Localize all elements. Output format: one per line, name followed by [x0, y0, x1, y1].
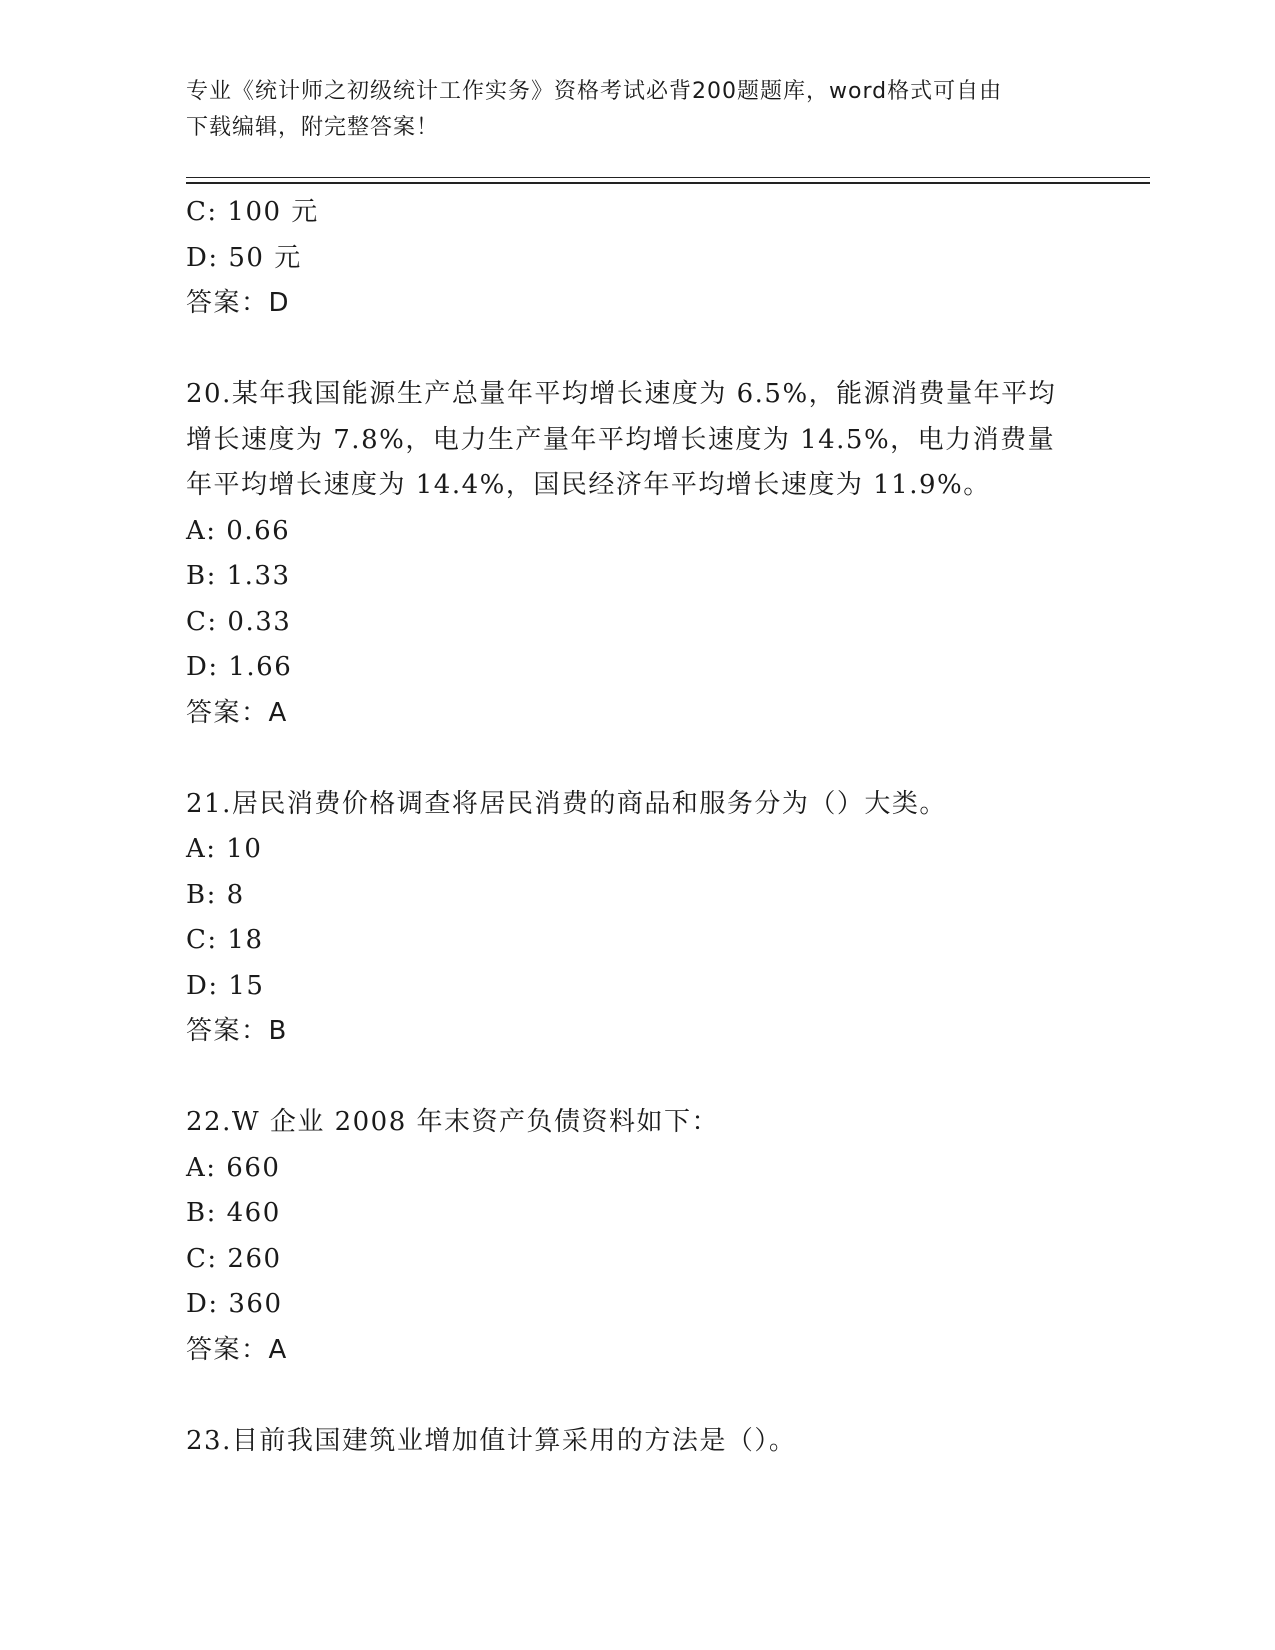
- question-block: [186, 1100, 1086, 1373]
- question-text: 20.某年我国能源生产总量年平均增长速度为 6.5%，能源消费量年平均: [186, 379, 1057, 409]
- option-line: D: 50 元: [186, 242, 302, 273]
- answer-line: 答案：A: [186, 1334, 288, 1365]
- question-block: [186, 372, 1086, 736]
- option-line: A: 0.66: [186, 515, 291, 546]
- header-line-1: 专业《统计师之初级统计工作实务》资格考试必背200题题库，word格式可自由: [186, 79, 1003, 104]
- spacer: [186, 736, 1086, 782]
- option-line: C: 100 元: [186, 197, 319, 227]
- option-line: D: 1.66: [186, 652, 293, 682]
- question-block: [186, 782, 1086, 1055]
- question-list: [186, 190, 1086, 1464]
- option-line: B: 460: [186, 1198, 281, 1228]
- option-line: A: 10: [186, 834, 263, 864]
- option-line: C: 260: [186, 1243, 282, 1274]
- option-line: C: 0.33: [186, 606, 292, 637]
- option-line: D: 360: [186, 1289, 283, 1319]
- option-line: C: 18: [186, 925, 264, 955]
- header-rule-thin: [186, 177, 1150, 178]
- answer-line: 答案：A: [186, 697, 288, 728]
- header-rule-thick: [186, 182, 1150, 184]
- option-line: B: 1.33: [186, 561, 291, 591]
- header-line-2: 下载编辑，附完整答案！: [186, 115, 440, 140]
- option-line: D: 15: [186, 970, 265, 1001]
- answer-line: 答案：D: [186, 288, 291, 318]
- question-text: 23.目前我国建筑业增加值计算采用的方法是（）。: [186, 1425, 797, 1456]
- question-text: 年平均增长速度为 14.4%，国民经济年平均增长速度为 11.9%。: [186, 470, 991, 500]
- spacer: [186, 327, 1086, 373]
- answer-line: 答案：B: [186, 1016, 288, 1046]
- question-text: 增长速度为 7.8%，电力生产量年平均增长速度为 14.5%，电力消费量: [186, 424, 1056, 455]
- spacer: [186, 1373, 1086, 1419]
- question-text: 22.W 企业 2008 年末资产负债资料如下：: [186, 1107, 720, 1137]
- option-line: B: 8: [186, 879, 245, 910]
- document-header: [186, 74, 1076, 146]
- option-line: A: 660: [186, 1152, 281, 1183]
- question-text: 21.居民消费价格调查将居民消费的商品和服务分为（）大类。: [186, 788, 947, 819]
- question-block: [186, 1419, 1086, 1465]
- spacer: [186, 1055, 1086, 1101]
